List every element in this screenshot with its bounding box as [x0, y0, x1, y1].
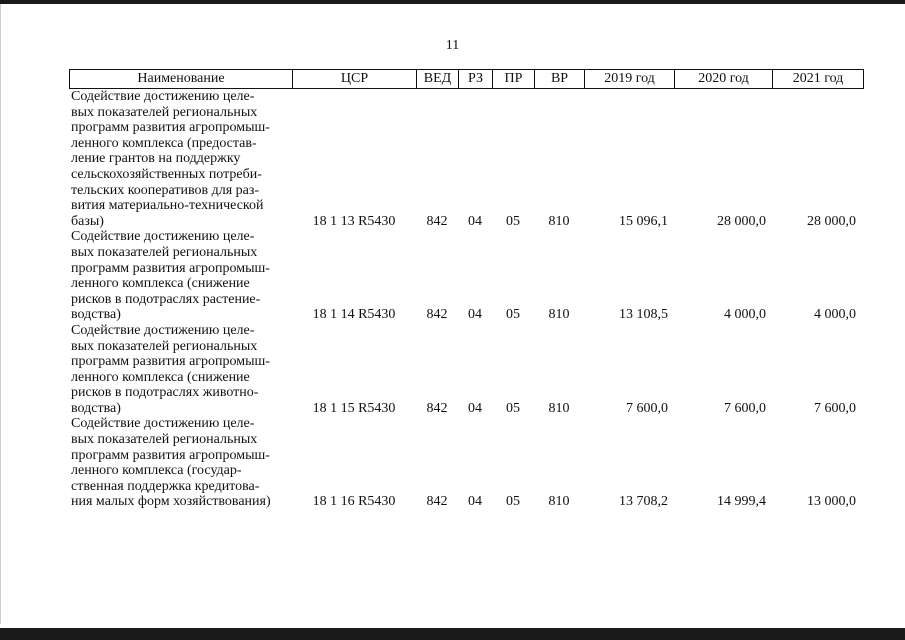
- row-name-line: рисков в подотраслях растение-: [71, 291, 261, 307]
- row-amount-2020: 4 000,0: [724, 307, 766, 323]
- row-name-line: вых показателей региональных: [71, 244, 258, 260]
- row-amount-2021: 28 000,0: [807, 213, 856, 229]
- row-name-line: водства): [71, 307, 121, 323]
- header-year-2019: 2019 год: [585, 70, 675, 88]
- row-name-line: ленного комплекса (снижение: [71, 369, 250, 385]
- row-amount-2021: 4 000,0: [814, 307, 856, 323]
- row-name: [69, 89, 293, 229]
- row-csr: 18 1 14 R5430: [312, 307, 396, 323]
- row-ved: 842: [426, 494, 448, 510]
- row-name-line: вых показателей региональных: [71, 432, 258, 448]
- row-amount-2021: 7 600,0: [814, 400, 856, 416]
- header-year-2021: 2021 год: [792, 71, 844, 86]
- row-name-line: ление грантов на поддержку: [71, 151, 241, 167]
- row-csr: 18 1 15 R5430: [312, 400, 396, 416]
- row-name-line: базы): [71, 213, 104, 229]
- row-name-line: водства): [71, 400, 121, 416]
- row-name-line: ственная поддержка кредитова-: [71, 478, 260, 494]
- row-name-line: Содействие достижению целе-: [71, 229, 255, 245]
- row-amount-2019: 15 096,1: [619, 213, 668, 229]
- row-name-line: вития материально-технической: [71, 198, 264, 214]
- header-rz: РЗ: [459, 70, 493, 88]
- row-pr: 05: [506, 213, 520, 229]
- row-rz: 04: [468, 494, 482, 510]
- header-ved: ВЕД: [417, 70, 459, 88]
- row-name-line: вых показателей региональных: [71, 104, 258, 120]
- row-vr: 810: [548, 494, 570, 510]
- row-amount-2021: 13 000,0: [807, 494, 856, 510]
- page-number: 11: [445, 38, 460, 53]
- row-amount-2019: 7 600,0: [626, 400, 668, 416]
- table-row: [69, 323, 864, 417]
- row-name-line: тельских кооперативов для раз-: [71, 182, 260, 198]
- row-name-line: ленного комплекса (государ-: [71, 463, 242, 479]
- row-amount-2020: 28 000,0: [717, 213, 766, 229]
- row-name: [69, 323, 293, 417]
- row-name-line: Содействие достижению целе-: [71, 416, 255, 432]
- row-rz: 04: [468, 307, 482, 323]
- row-ved: 842: [426, 400, 448, 416]
- row-name-line: ленного комплекса (снижение: [71, 276, 250, 292]
- header-csr: ЦСР: [293, 70, 417, 88]
- row-name-line: Содействие достижению целе-: [71, 89, 255, 104]
- scan-border-bottom: [0, 628, 905, 640]
- row-name-line: рисков в подотраслях животно-: [71, 385, 259, 401]
- row-name-line: вых показателей региональных: [71, 338, 258, 354]
- row-name-line: Содействие достижению целе-: [71, 322, 255, 338]
- table-row: [69, 229, 864, 323]
- row-pr: 05: [506, 307, 520, 323]
- row-ved: 842: [426, 307, 448, 323]
- scan-border-left: [0, 4, 1, 624]
- table-body: [69, 89, 864, 510]
- row-rz: 04: [468, 213, 482, 229]
- row-name: [69, 229, 293, 323]
- table-header: [69, 69, 864, 89]
- row-amount-2020: 7 600,0: [724, 400, 766, 416]
- row-csr: 18 1 13 R5430: [312, 213, 396, 229]
- row-csr: 18 1 16 R5430: [312, 494, 396, 510]
- row-amount-2020: 14 999,4: [717, 494, 766, 510]
- row-name-line: программ развития агропромыш-: [71, 120, 270, 136]
- scan-border-top: [0, 0, 905, 4]
- row-rz: 04: [468, 400, 482, 416]
- row-name-line: программ развития агропромыш-: [71, 447, 270, 463]
- header-vr: ВР: [535, 70, 585, 88]
- row-name-line: ния малых форм хозяйствования): [71, 494, 271, 510]
- row-vr: 810: [548, 400, 570, 416]
- header-name: Наименование: [70, 70, 293, 88]
- row-pr: 05: [506, 400, 520, 416]
- header-pr: ПР: [493, 70, 535, 88]
- row-ved: 842: [426, 213, 448, 229]
- row-vr: 810: [548, 307, 570, 323]
- row-pr: 05: [506, 494, 520, 510]
- table-row: [69, 89, 864, 229]
- table-row: [69, 416, 864, 510]
- header-year-2020: 2020 год: [675, 70, 773, 88]
- row-name: [69, 416, 293, 510]
- row-name-line: программ развития агропромыш-: [71, 260, 270, 276]
- row-name-line: сельскохозяйственных потреби-: [71, 166, 262, 182]
- row-vr: 810: [548, 213, 570, 229]
- row-name-line: ленного комплекса (предостав-: [71, 135, 257, 151]
- row-amount-2019: 13 108,5: [619, 307, 668, 323]
- row-amount-2019: 13 708,2: [619, 494, 668, 510]
- budget-table: [69, 69, 864, 510]
- row-name-line: программ развития агропромыш-: [71, 354, 270, 370]
